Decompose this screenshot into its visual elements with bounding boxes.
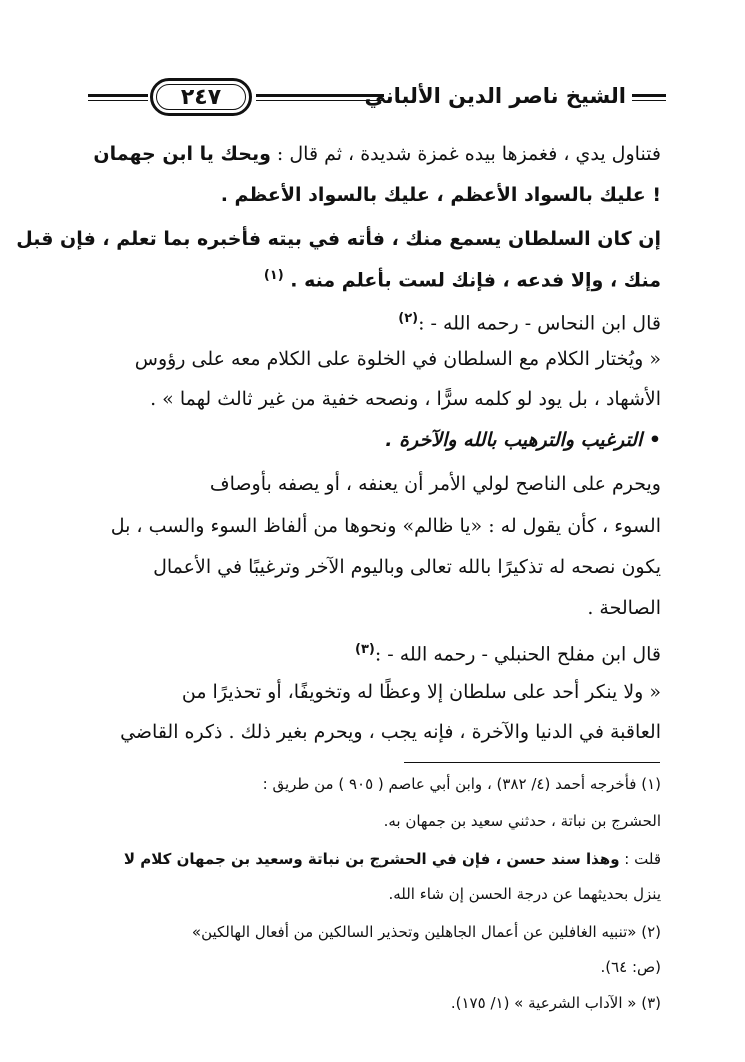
footnote-1-line-4: ينزل بحديثهما عن درجة الحسن إن شاء الله.	[388, 885, 661, 903]
footnote-3: (٣) « الآداب الشرعية » (١/ ١٧٥).	[450, 994, 661, 1012]
body-line-8: ويحرم على الناصح لولي الأمر أن يعنفه ، أو يصفه بأوصاف	[209, 473, 661, 495]
body-line-9: السوء ، كأن يقول له : «يا ظالم» ونحوها من ألفاظ السوء والسب ، بل	[110, 515, 661, 537]
body-line-5-text: قال ابن النحاس - رحمه الله - :	[418, 312, 661, 335]
footnote-1-line-1: (١) فأخرجه أحمد (٤/ ٣٨٢) ، وابن أبي عاصم ( ٩٠٥ ) من طريق :	[262, 775, 661, 793]
header-rule-middle	[256, 94, 384, 101]
body-line-1-text: فتناول يدي ، فغمزها بيده غمزة شديدة ، ثم قال :	[270, 143, 661, 165]
body-line-6: « ويُختار الكلام مع السلطان في الخلوة على الكلام معه على رؤوس	[134, 348, 661, 370]
footnote-ref-2: (٢)	[398, 311, 419, 326]
page-number-badge	[150, 78, 252, 116]
body-line-4-text: منك ، وإلا فدعه ، فإنك لست بأعلم منه .	[290, 269, 661, 292]
footnote-1-bold: وهذا سند حسن ، فإن في الحشرج بن نباتة وسعيد بن جمهان كلام لا	[123, 850, 620, 868]
body-line-10: يكون نصحه له تذكيرًا بالله تعالى وباليوم الآخر وترغيبًا في الأعمال	[153, 556, 661, 578]
page-number: ٢٤٧	[180, 84, 222, 110]
body-line-3: إن كان السلطان يسمع منك ، فأته في بيته فأخبره بما تعلم ، فإن قبل	[16, 228, 661, 250]
running-header	[88, 76, 666, 120]
body-line-13: « ولا ينكر أحد على سلطان إلا وعظًا له وتخويفًا، أو تحذيرًا من	[181, 681, 661, 703]
footnote-1-line-2: الحشرج بن نباتة ، حدثني سعيد بن جمهان به.	[383, 812, 661, 830]
section-heading: • الترغيب والترهيب بالله والآخرة .	[385, 429, 661, 451]
header-rule-left	[88, 94, 148, 101]
body-line-7: الأشهاد ، بل يود لو كلمه سرًّا ، ونصحه خفية من غير ثالث لهما » .	[150, 388, 661, 410]
body-line-1	[88, 140, 661, 168]
body-line-14: العاقبة في الدنيا والآخرة ، فإنه يجب ، ويحرم بغير ذلك . ذكره القاضي	[120, 721, 661, 743]
body-line-2: ! عليك بالسواد الأعظم ، عليك بالسواد الأعظم .	[220, 184, 661, 206]
footnote-1-lead: قلت :	[619, 850, 661, 868]
footnote-2-line-1: (٢) «تنبيه الغافلين عن أعمال الجاهلين وتحذير السالكين من أفعال الهالكين»	[191, 923, 661, 941]
body-line-12	[88, 636, 661, 668]
body-line-12-text: قال ابن مفلح الحنبلي - رحمه الله - :	[374, 643, 661, 666]
header-title: الشيخ ناصر الدين الألباني	[364, 84, 626, 108]
body-line-11: الصالحة .	[587, 597, 661, 619]
footnote-2-line-2: (ص: ٦٤).	[600, 958, 661, 976]
header-rule-right	[632, 94, 666, 101]
footnote-ref-3: (٣)	[354, 642, 375, 657]
body-line-4	[88, 262, 661, 294]
footnote-ref-1: (١)	[263, 268, 284, 283]
body-line-1-bold: ويحك يا ابن جهمان	[93, 143, 271, 165]
footnote-separator	[404, 762, 660, 763]
body-line-5	[88, 305, 661, 337]
footnote-1-line-3	[88, 848, 661, 870]
